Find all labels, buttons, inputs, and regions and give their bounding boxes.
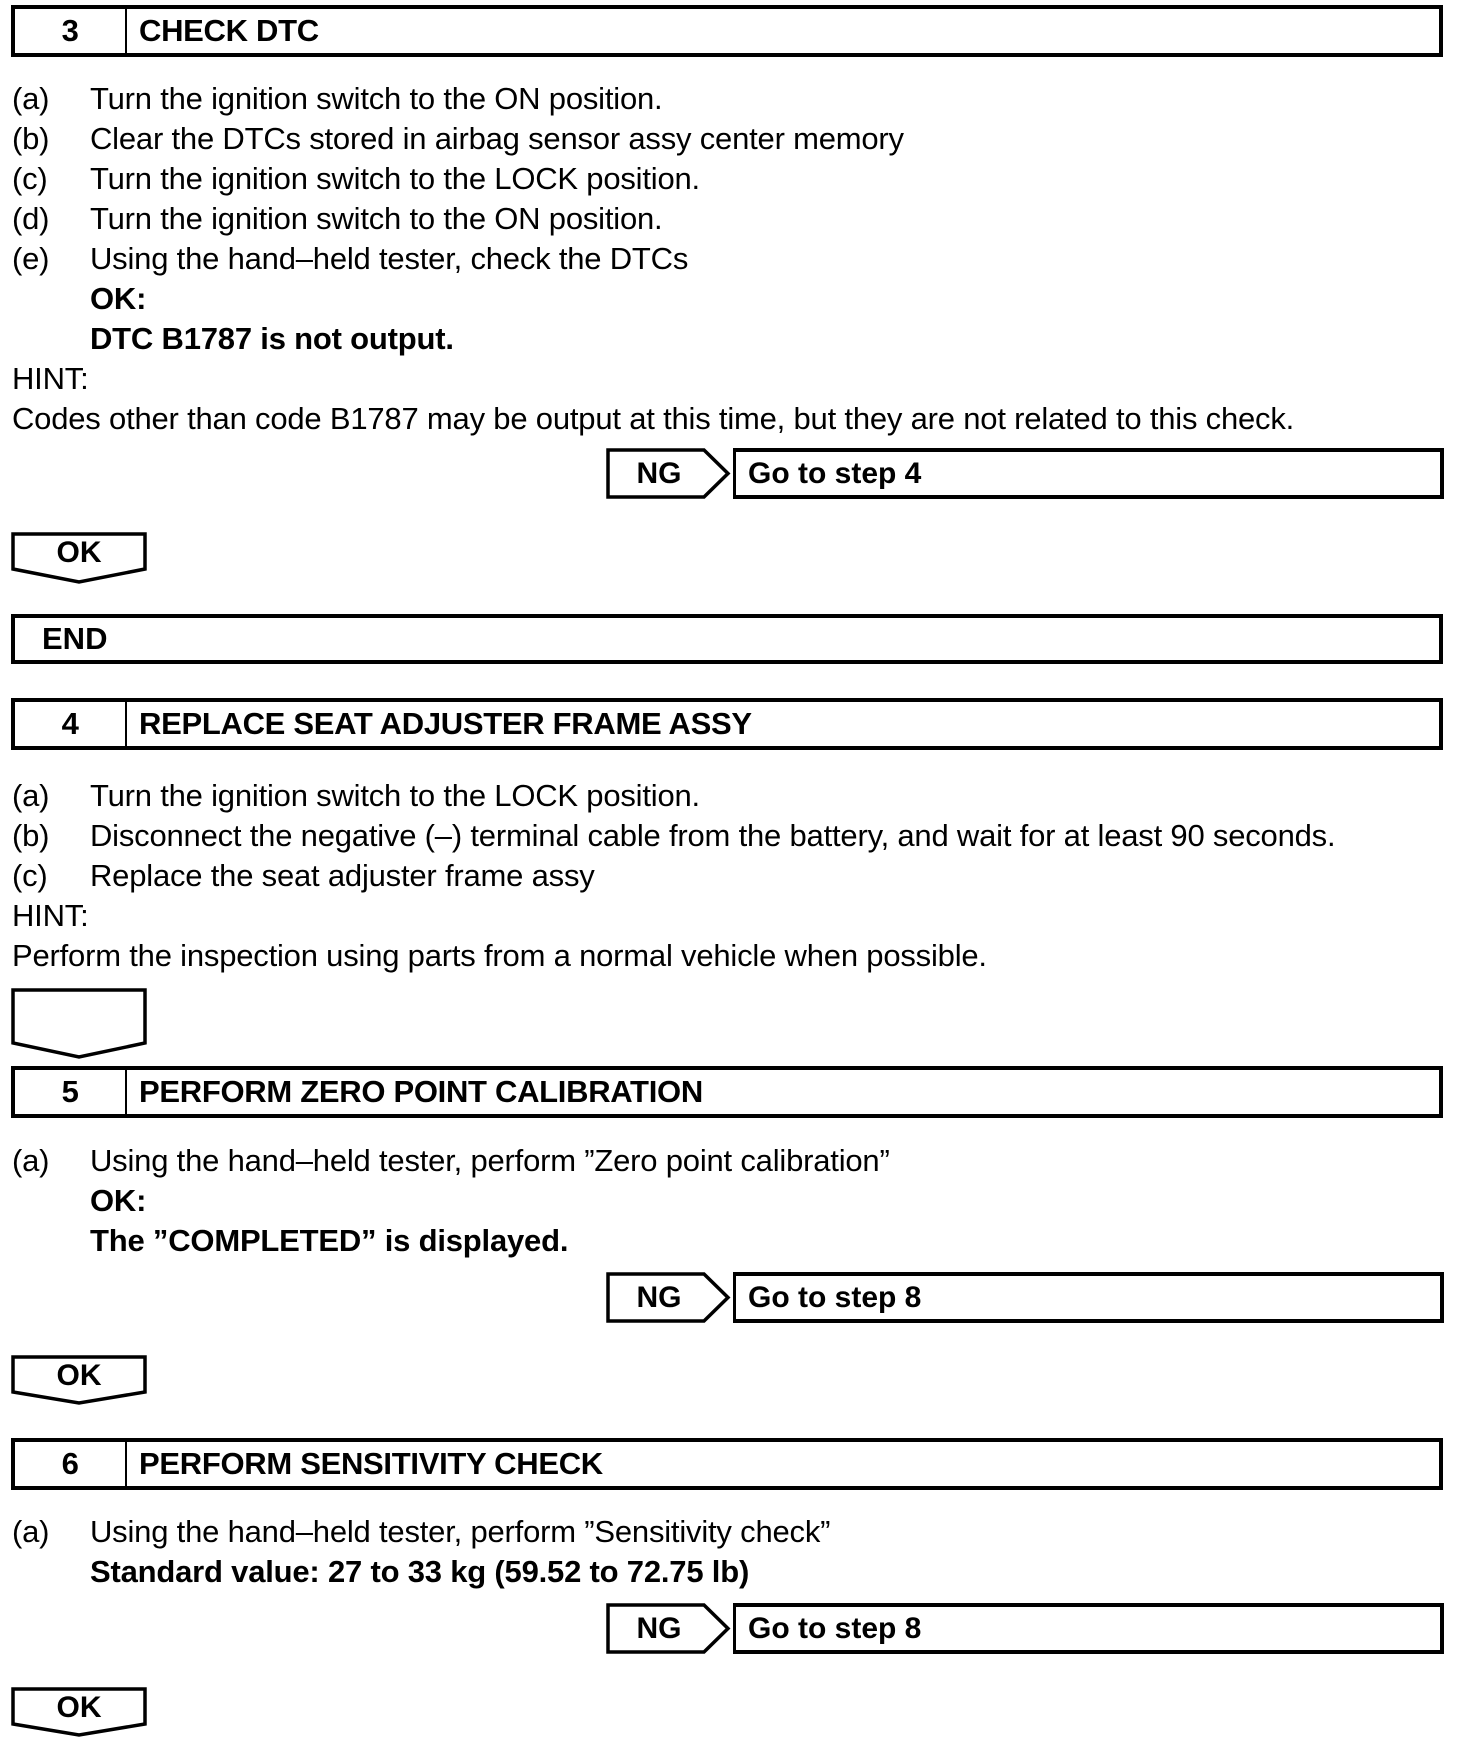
ok-flow-arrow (11, 1687, 147, 1739)
ng-label: NG (636, 457, 682, 490)
ok-criteria-text: DTC B1787 is not output. (90, 321, 454, 356)
list-item (12, 816, 1335, 856)
item-label: (e) (12, 241, 50, 276)
step-number: 5 (15, 1070, 127, 1114)
standard-value: Standard value: 27 to 33 kg (59.52 to 72.75 lb) (90, 1554, 750, 1589)
flow-arrow (11, 988, 147, 1060)
goto-step-link[interactable]: Go to step 8 (733, 1272, 1444, 1323)
item-label: (c) (12, 161, 48, 196)
item-text: Using the hand–held tester, check the DTCs (90, 241, 689, 276)
ng-branch (606, 1272, 1444, 1323)
item-label: (b) (12, 121, 50, 156)
item-label: (c) (12, 858, 48, 893)
hint-text: Codes other than code B1787 may be output at this time, but they are not related to this check. (12, 401, 1295, 436)
item-text: Using the hand–held tester, perform ”Zero point calibration” (90, 1143, 890, 1178)
item-text: Disconnect the negative (–) terminal cable from the battery, and wait for at least 90 seconds. (90, 818, 1336, 853)
flow-label (11, 988, 147, 1028)
ok-label: OK (56, 536, 102, 569)
goto-step-link[interactable]: Go to step 4 (733, 448, 1444, 499)
list-item (12, 239, 688, 279)
list-item (12, 1141, 890, 1181)
step-6-header (11, 1438, 1443, 1490)
ng-label: NG (636, 1281, 682, 1314)
item-label: (a) (12, 1143, 50, 1178)
item-text: Clear the DTCs stored in airbag sensor assy center memory (90, 121, 904, 156)
hint-label: HINT: (12, 361, 89, 396)
ok-label: OK (56, 1691, 102, 1724)
item-text: Using the hand–held tester, perform ”Sensitivity check” (90, 1514, 831, 1549)
list-item (12, 119, 904, 159)
item-label: (a) (12, 81, 50, 116)
list-item (12, 856, 595, 896)
list-item (12, 1512, 830, 1552)
list-item (12, 199, 662, 239)
ok-criteria-label: OK: (90, 1183, 147, 1218)
step-number: 6 (15, 1442, 127, 1486)
ng-label: NG (636, 1612, 682, 1645)
item-label: (a) (12, 1514, 50, 1549)
ok-flow-arrow (11, 532, 147, 584)
item-label: (a) (12, 778, 50, 813)
step-5-header (11, 1066, 1443, 1118)
ok-criteria-label: OK: (90, 281, 147, 316)
list-item (12, 79, 662, 119)
ng-branch (606, 1603, 1444, 1654)
hint-label: HINT: (12, 898, 89, 933)
list-item (12, 776, 700, 816)
goto-step-link[interactable]: Go to step 8 (733, 1603, 1444, 1654)
hint-text: Perform the inspection using parts from a normal vehicle when possible. (12, 938, 987, 973)
item-label: (d) (12, 201, 50, 236)
item-text: Turn the ignition switch to the LOCK position. (90, 778, 700, 813)
step-4-header (11, 698, 1443, 750)
ng-branch (606, 448, 1444, 499)
step-title: REPLACE SEAT ADJUSTER FRAME ASSY (139, 706, 752, 741)
step-number: 3 (15, 9, 127, 53)
ok-label: OK (56, 1359, 102, 1392)
end-box: END (11, 614, 1443, 664)
step-number: 4 (15, 702, 127, 746)
item-label: (b) (12, 818, 50, 853)
step-title: CHECK DTC (139, 13, 319, 48)
item-text: Turn the ignition switch to the ON position. (90, 81, 663, 116)
item-text: Turn the ignition switch to the LOCK position. (90, 161, 700, 196)
item-text: Turn the ignition switch to the ON position. (90, 201, 663, 236)
list-item (12, 159, 700, 199)
ok-criteria-text: The ”COMPLETED” is displayed. (90, 1223, 569, 1258)
step-title: PERFORM ZERO POINT CALIBRATION (139, 1074, 703, 1109)
item-text: Replace the seat adjuster frame assy (90, 858, 595, 893)
ok-flow-arrow (11, 1355, 147, 1407)
step-3-header (11, 5, 1443, 57)
step-title: PERFORM SENSITIVITY CHECK (139, 1446, 603, 1481)
